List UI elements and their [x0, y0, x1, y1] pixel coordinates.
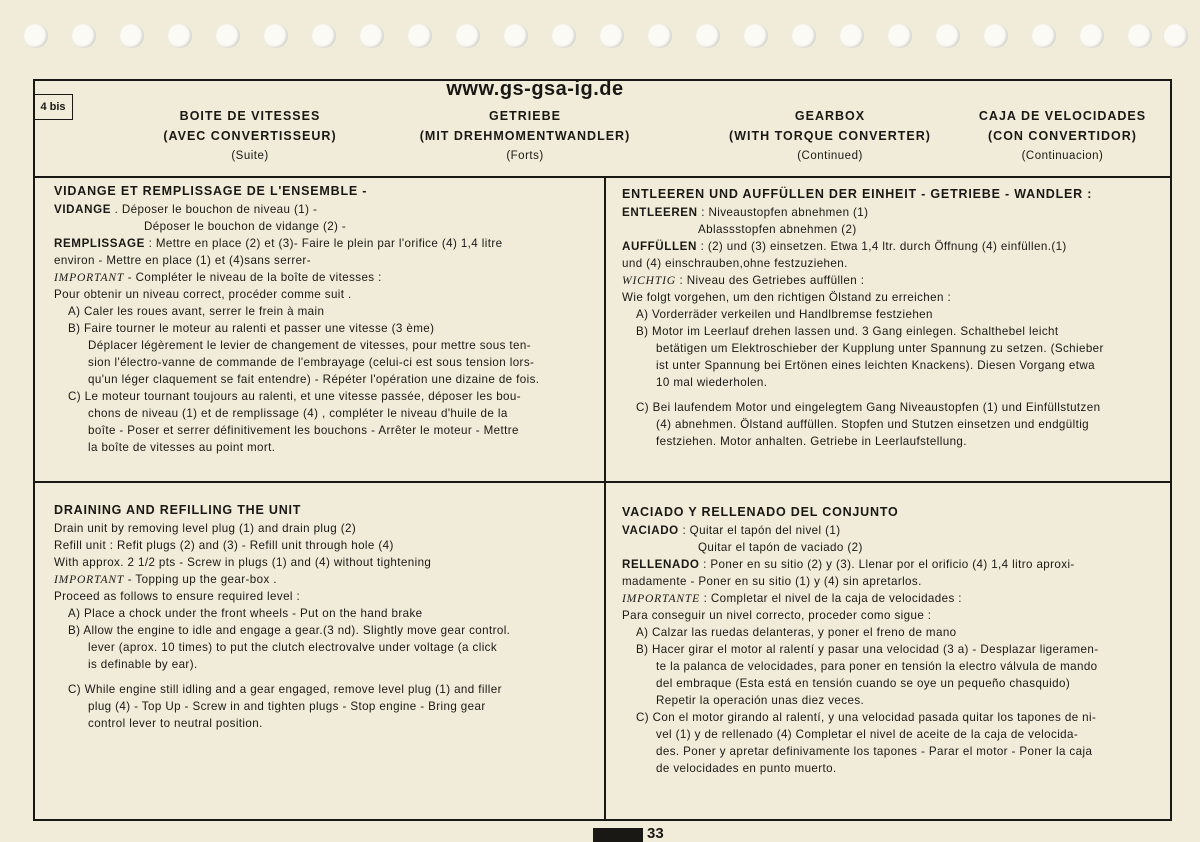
text-line: (4) abnehmen. Ölstand auffüllen. Stopfen und Stutzen einsetzen und endgültig	[656, 418, 1090, 431]
text-line: und (4) einschrauben,ohne festzuziehen.	[622, 257, 848, 270]
section-title: VIDANGE ET REMPLISSAGE DE L'ENSEMBLE -	[54, 184, 368, 198]
section-tag: 4 bis	[33, 94, 73, 120]
binder-hole	[888, 24, 912, 48]
section-title: VACIADO Y RELLENADO DEL CONJUNTO	[622, 505, 899, 519]
text-line: boîte - Poser et serrer définitivement les bouchons - Arrêter le moteur - Mettre	[88, 424, 519, 437]
list-item: A) Vorderräder verkeilen und Handlbremse festziehen	[636, 308, 933, 321]
text-line: IMPORTANT - Topping up the gear-box .	[54, 573, 277, 586]
list-item: A) Caler les roues avant, serrer le frein à main	[68, 305, 325, 318]
binder-hole	[792, 24, 816, 48]
header-english	[710, 106, 950, 166]
header-title: BOITE DE VITESSES	[179, 109, 321, 123]
header-title: GEARBOX	[794, 109, 866, 123]
spacer	[622, 391, 1104, 399]
text-line: Ablassstopfen abnehmen (2)	[698, 223, 857, 236]
text-line: AUFFÜLLEN : (2) und (3) einsetzen. Etwa 1,4 ltr. durch Öffnung (4) einfüllen.(1)	[622, 240, 1067, 253]
header-german	[400, 106, 650, 166]
page-number-bar	[593, 828, 643, 842]
list-item: C) While engine still idling and a gear engaged, remove level plug (1) and filler	[68, 683, 502, 696]
text-line: Proceed as follows to ensure required level :	[54, 590, 301, 603]
binder-hole	[600, 24, 624, 48]
text-line: With approx. 2 1/2 pts - Screw in plugs (1) and (4) without tightening	[54, 556, 432, 569]
list-item: C) Con el motor girando al ralentí, y una velocidad pasada quitar los tapones de ni-	[636, 711, 1097, 724]
binder-hole	[1032, 24, 1056, 48]
binder-hole	[504, 24, 528, 48]
section-english	[54, 502, 510, 732]
section-title: ENTLEEREN UND AUFFÜLLEN DER EINHEIT - GETRIEBE - WANDLER :	[622, 187, 1093, 201]
header-title: CAJA DE VELOCIDADES	[978, 109, 1147, 123]
website-watermark: www.gs-gsa-ig.de	[446, 78, 624, 100]
binder-hole	[312, 24, 336, 48]
list-item: B) Allow the engine to idle and engage a gear.(3 nd). Slightly move gear control.	[68, 624, 511, 637]
header-subtitle: (MIT DREHMOMENTWANDLER)	[419, 129, 631, 143]
text-line: RELLENADO : Poner en su sitio (2) y (3). Llenar por el orificio (4) 1,4 litro aproxi-	[622, 558, 1075, 571]
text-line: del embraque (Esta está en tensión cuando se oye un pequeño chasquido)	[656, 677, 1071, 690]
text-line: plug (4) - Top Up - Screw in and tighten plugs - Stop engine - Bring gear	[88, 700, 486, 713]
text-line: Déposer le bouchon de vidange (2) -	[144, 220, 347, 233]
text-line: festziehen. Motor anhalten. Getriebe in Leerlaufstellung.	[656, 435, 967, 448]
text-line: environ - Mettre en place (1) et (4)sans serrer-	[54, 254, 311, 267]
binder-hole	[744, 24, 768, 48]
text-line: Drain unit by removing level plug (1) and drain plug (2)	[54, 522, 357, 535]
column-divider	[604, 176, 606, 821]
text-line: control lever to neutral position.	[88, 717, 263, 730]
header-note: (Forts)	[506, 150, 544, 162]
header-note: (Suite)	[231, 150, 269, 162]
list-item: A) Calzar las ruedas delanteras, y poner el freno de mano	[636, 626, 957, 639]
text-line: VIDANGE . Déposer le bouchon de niveau (1) -	[54, 203, 318, 216]
binder-hole	[1164, 24, 1188, 48]
text-line: vel (1) y de rellenado (4) Completar el nivel de aceite de la caja de velocida-	[656, 728, 1079, 741]
text-line: ist unter Spannung bei Ertönen eines leichten Knackens). Diesen Vorgang etwa	[656, 359, 1096, 372]
page-number	[593, 825, 681, 842]
page-number-text: 33	[647, 825, 664, 842]
text-line: qu'un léger claquement se fait entendre) - Répéter l'opération une dizaine de fois.	[88, 373, 540, 386]
section-french	[54, 183, 539, 456]
binder-hole	[408, 24, 432, 48]
binder-hole	[936, 24, 960, 48]
list-item: A) Place a chock under the front wheels - Put on the hand brake	[68, 607, 423, 620]
text-line: de velocidades en punto muerto.	[656, 762, 837, 775]
binder-hole	[1080, 24, 1104, 48]
section-german	[622, 186, 1104, 450]
binder-hole	[648, 24, 672, 48]
binder-hole	[456, 24, 480, 48]
text-line: IMPORTANTE : Completar el nivel de la caja de velocidades :	[622, 592, 962, 605]
header-french	[120, 106, 380, 166]
text-line: Pour obtenir un niveau correct, procéder comme suit .	[54, 288, 352, 301]
header-note: (Continuacion)	[1021, 150, 1104, 162]
spacer	[54, 673, 510, 681]
text-line: Refill unit : Refit plugs (2) and (3) - Refill unit through hole (4)	[54, 539, 394, 552]
section-spanish	[622, 504, 1099, 777]
text-line: des. Poner y apretar definivamente los tapones - Parar el motor - Poner la caja	[656, 745, 1093, 758]
binder-hole	[264, 24, 288, 48]
binder-hole	[120, 24, 144, 48]
header-spanish	[960, 106, 1165, 166]
text-line: chons de niveau (1) et de remplissage (4) , compléter le niveau d'huile de la	[88, 407, 508, 420]
text-line: REMPLISSAGE : Mettre en place (2) et (3)- Faire le plein par l'orifice (4) 1,4 litre	[54, 237, 503, 250]
text-line: Para conseguir un nivel correcto, proceder como sigue :	[622, 609, 932, 622]
text-line: WICHTIG : Niveau des Getriebes auffüllen :	[622, 274, 865, 287]
binder-hole	[552, 24, 576, 48]
section-title: DRAINING AND REFILLING THE UNIT	[54, 503, 302, 517]
header-subtitle: (AVEC CONVERTISSEUR)	[163, 129, 337, 143]
binder-hole	[984, 24, 1008, 48]
header-subtitle: (CON CONVERTIDOR)	[988, 129, 1137, 143]
text-line: Quitar el tapón de vaciado (2)	[698, 541, 863, 554]
header-title: GETRIEBE	[489, 109, 561, 123]
text-line: madamente - Poner en su sitio (1) y (4) sin apretarlos.	[622, 575, 922, 588]
list-item: B) Motor im Leerlauf drehen lassen und. 3 Gang einlegen. Schalthebel leicht	[636, 325, 1059, 338]
text-line: 10 mal wiederholen.	[656, 376, 768, 389]
binder-holes	[0, 0, 1200, 60]
header-subtitle: (WITH TORQUE CONVERTER)	[729, 129, 931, 143]
text-line: sion l'électro-vanne de commande de l'embrayage (celui-ci est sous tension lors-	[88, 356, 535, 369]
binder-hole	[72, 24, 96, 48]
text-line: ENTLEEREN : Niveaustopfen abnehmen (1)	[622, 206, 869, 219]
text-line: te la palanca de velocidades, para poner en tensión la electro válvula de mando	[656, 660, 1098, 673]
text-line: Déplacer légèrement le levier de changement de vitesses, pour mettre sous ten-	[88, 339, 531, 352]
text-line: Repetir la operación unas diez veces.	[656, 694, 865, 707]
text-line: la boîte de vitesses au point mort.	[88, 441, 276, 454]
header-divider	[33, 176, 1172, 178]
binder-hole	[360, 24, 384, 48]
binder-hole	[216, 24, 240, 48]
text-line: IMPORTANT - Compléter le niveau de la boîte de vitesses :	[54, 271, 382, 284]
text-line: is definable by ear).	[88, 658, 198, 671]
binder-hole	[840, 24, 864, 48]
list-item: C) Le moteur tournant toujours au ralenti, et une vitesse passée, déposer les bou-	[68, 390, 521, 403]
row-divider	[33, 481, 1172, 483]
header-note: (Continued)	[797, 150, 863, 162]
binder-hole	[24, 24, 48, 48]
text-line: Wie folgt vorgehen, um den richtigen Ölstand zu erreichen :	[622, 291, 952, 304]
text-line: betätigen um Elektroschieber der Kupplung unter Spannung zu setzen. (Schieber	[656, 342, 1104, 355]
list-item: B) Faire tourner le moteur au ralenti et passer une vitesse (3 ème)	[68, 322, 435, 335]
binder-hole	[696, 24, 720, 48]
text-line: lever (aprox. 10 times) to put the clutch electrovalve under voltage (a click	[88, 641, 498, 654]
text-line: VACIADO : Quitar el tapón del nivel (1)	[622, 524, 841, 537]
list-item: B) Hacer girar el motor al ralentí y pasar una velocidad (3 a) - Desplazar ligeramen-	[636, 643, 1099, 656]
list-item: C) Bei laufendem Motor und eingelegtem Gang Niveaustopfen (1) und Einfüllstutzen	[636, 401, 1101, 414]
binder-hole	[1128, 24, 1152, 48]
binder-hole	[168, 24, 192, 48]
